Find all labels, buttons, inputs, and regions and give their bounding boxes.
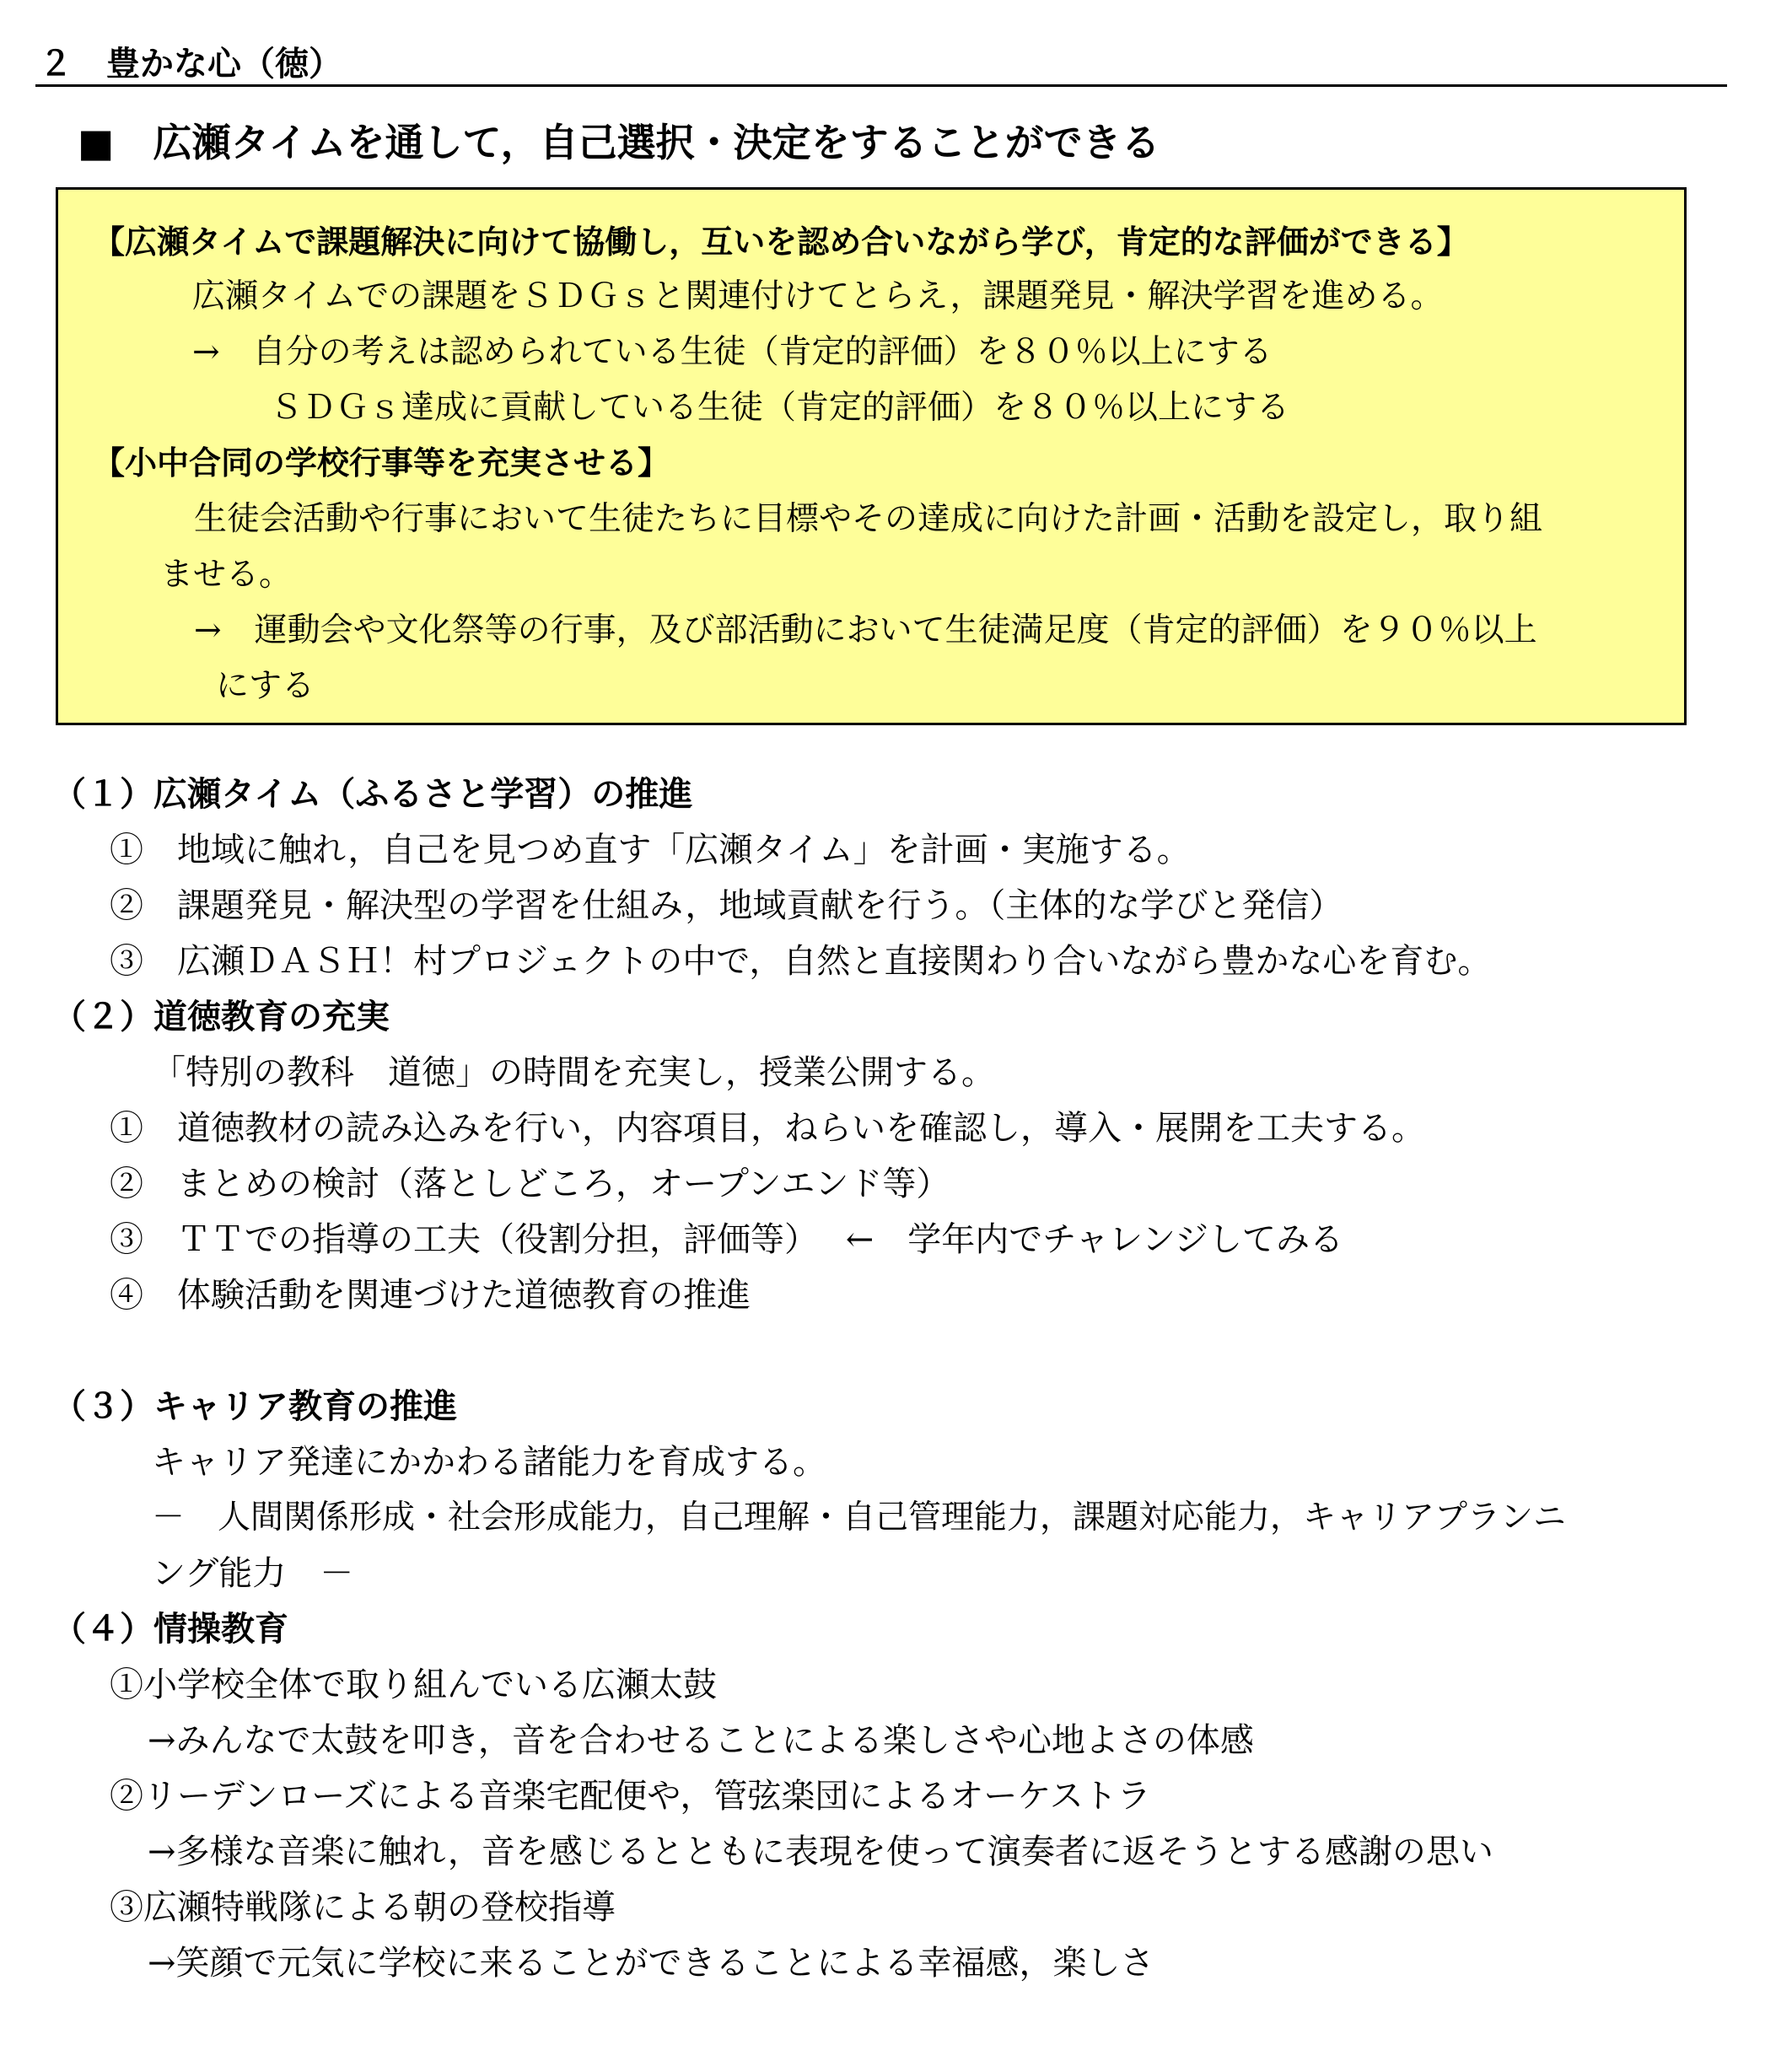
- section-3-heading: （３）キャリア教育の推進: [52, 1387, 457, 1426]
- goal-heading-2: 【小中合同の学校行事等を充実させる】: [93, 444, 670, 482]
- section-2-item: ④ 体験活動を関連づけた道徳教育の推進: [110, 1276, 751, 1315]
- title-underline: [35, 84, 1727, 87]
- goal-line-4: 生徒会活動や行事において生徒たちに目標やその達成に向けた計画・活動を設定し，取り組: [194, 500, 1543, 538]
- section-1-item: ③ 広瀬ＤＡＳＨ！村プロジェクトの中で，自然と直接関わり合いながら豊かな心を育む。: [110, 942, 1492, 981]
- section-2-item: ③ ＴＴでの指導の工夫（役割分担，評価等） ← 学年内でチャレンジしてみる: [110, 1220, 1344, 1259]
- section-4-item: ②リーデンローズによる音楽宅配便や，管弦楽団によるオーケストラ: [110, 1777, 1151, 1816]
- section-1-heading: （１）広瀬タイム（ふるさと学習）の推進: [52, 775, 693, 814]
- section-2-item: ① 道徳教材の読み込みを行い，内容項目，ねらいを確認し，導入・展開を工夫する。: [110, 1109, 1425, 1148]
- goal-line-6: → 運動会や文化祭等の行事，及び部活動において生徒満足度（肯定的評価）を９０％以上: [194, 611, 1537, 649]
- goal-line-1: 広瀬タイムでの課題をＳＤＧｓと関連付けてとらえ，課題発見・解決学習を進める。: [192, 277, 1444, 315]
- goal-line-7: にする: [216, 667, 315, 705]
- goal-line-3: ＳＤＧｓ達成に貢献している生徒（肯定的評価）を８０％以上にする: [270, 389, 1290, 427]
- goal-line-5: ませる。: [160, 556, 293, 594]
- section-3-line: ング能力 －: [152, 1554, 354, 1593]
- section-4-item: ③広瀬特戦隊による朝の登校指導: [110, 1888, 616, 1927]
- section-3-intro: キャリア発達にかかわる諸能力を育成する。: [152, 1443, 826, 1482]
- section-1-item: ① 地域に触れ，自己を見つめ直す「広瀬タイム」を計画・実施する。: [110, 831, 1191, 869]
- section-4-item: →笑顔で元気に学校に来ることができることによる幸福感，楽しさ: [148, 1944, 1154, 1983]
- section-4-item: →みんなで太鼓を叩き，音を合わせることによる楽しさや心地よさの体感: [148, 1721, 1254, 1760]
- headline: ■ 広瀬タイムを通して，自己選択・決定をすることができる: [78, 120, 1160, 165]
- section-4-item: ①小学校全体で取り組んでいる広瀬太鼓: [110, 1666, 717, 1704]
- section-4-heading: （４）情操教育: [52, 1610, 288, 1649]
- section-4-item: →多様な音楽に触れ，音を感じるとともに表現を使って演奏者に返そうとする感謝の思い: [148, 1832, 1493, 1871]
- goal-heading-1: 【広瀬タイムで課題解決に向けて協働し，互いを認め合いながら学び，肯定的な評価ができる】: [93, 223, 1469, 261]
- section-3-line: － 人間関係形成・社会形成能力，自己理解・自己管理能力，課題対応能力，キャリアプランニ: [152, 1499, 1567, 1536]
- section-1-item: ② 課題発見・解決型の学習を仕組み，地域貢献を行う。（主体的な学びと発信）: [110, 886, 1343, 925]
- section-2-heading: （２）道徳教育の充実: [52, 998, 390, 1036]
- section-2-intro: 「特別の教科 道徳」の時間を充実し，授業公開する。: [152, 1053, 995, 1092]
- goal-line-2: → 自分の考えは認められている生徒（肯定的評価）を８０％以上にする: [192, 333, 1273, 371]
- section-title: ２ 豊かな心（徳）: [39, 45, 342, 83]
- section-2-item: ② まとめの検討（落としどころ，オープンエンド等）: [110, 1165, 950, 1203]
